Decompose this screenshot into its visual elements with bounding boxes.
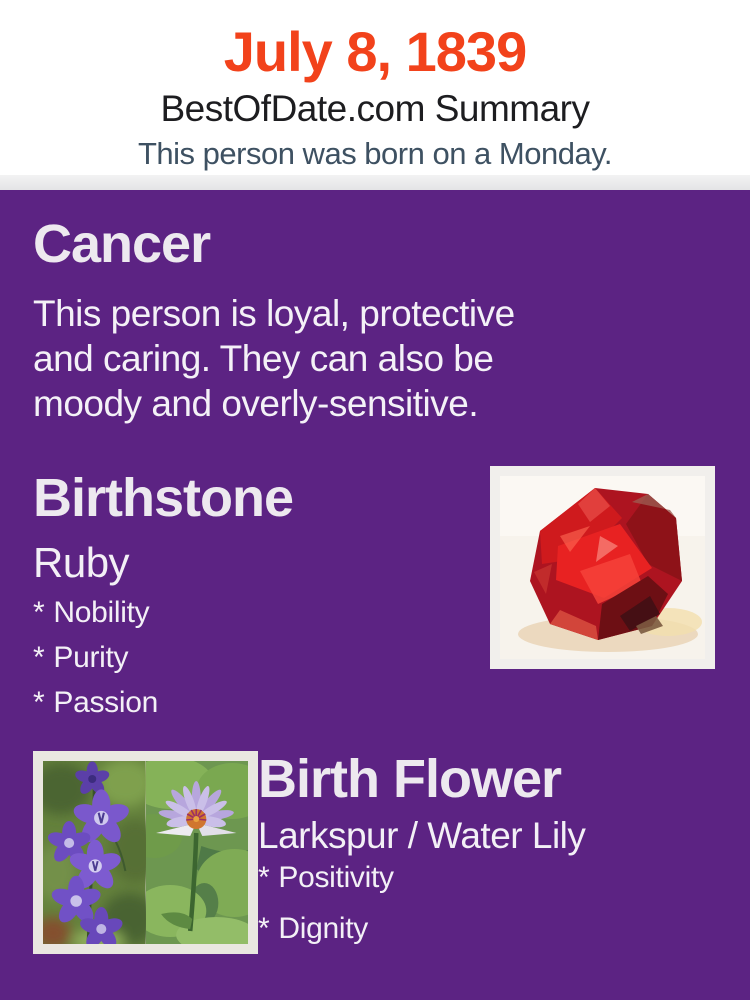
trait-label: Passion bbox=[53, 686, 159, 719]
weekday-note: This person was born on a Monday. bbox=[137, 136, 613, 171]
birth-flower-heading: Birth Flower bbox=[258, 749, 562, 809]
zodiac-description bbox=[33, 291, 715, 426]
water-lily-image bbox=[146, 761, 249, 944]
trait-label: Purity bbox=[53, 641, 129, 674]
asterisk-bullet: * bbox=[33, 686, 45, 719]
birth-flower-section bbox=[33, 751, 715, 963]
divider-bar bbox=[0, 175, 750, 190]
birthstone-trait-list bbox=[33, 596, 490, 720]
asterisk-bullet: * bbox=[258, 912, 270, 945]
zodiac-description-line: This person is loyal, protective bbox=[33, 293, 515, 334]
header bbox=[0, 0, 750, 175]
asterisk-bullet: * bbox=[33, 596, 45, 629]
birthstone-name: Ruby bbox=[33, 539, 130, 586]
ruby-photo bbox=[490, 466, 715, 669]
zodiac-description-line: moody and overly-sensitive. bbox=[33, 383, 479, 424]
trait-item bbox=[258, 861, 715, 895]
birth-flower-text-column bbox=[258, 751, 715, 963]
trait-label: Nobility bbox=[53, 596, 150, 629]
birthstone-section bbox=[33, 466, 715, 731]
ruby-gemstone-image bbox=[500, 476, 705, 659]
birthstone-text-column bbox=[33, 466, 490, 731]
asterisk-bullet: * bbox=[33, 641, 45, 674]
trait-item bbox=[33, 641, 490, 675]
trait-item bbox=[33, 596, 490, 630]
birth-flower-name: Larkspur / Water Lily bbox=[258, 815, 586, 856]
trait-item bbox=[33, 686, 490, 720]
trait-item bbox=[258, 912, 715, 946]
zodiac-sign-heading: Cancer bbox=[33, 214, 211, 274]
birth-flower-photo-pair bbox=[43, 761, 248, 944]
larkspur-image bbox=[43, 761, 146, 944]
birth-flower-photo bbox=[33, 751, 258, 954]
birthstone-heading: Birthstone bbox=[33, 468, 293, 528]
page-title-date: July 8, 1839 bbox=[223, 20, 527, 83]
asterisk-bullet: * bbox=[258, 861, 270, 894]
zodiac-description-line: and caring. They can also be bbox=[33, 338, 494, 379]
trait-label: Dignity bbox=[278, 912, 368, 945]
summary-body bbox=[0, 190, 750, 1000]
birth-flower-trait-list bbox=[258, 861, 715, 946]
site-summary-title: BestOfDate.com Summary bbox=[160, 88, 590, 129]
trait-label: Positivity bbox=[278, 861, 394, 894]
